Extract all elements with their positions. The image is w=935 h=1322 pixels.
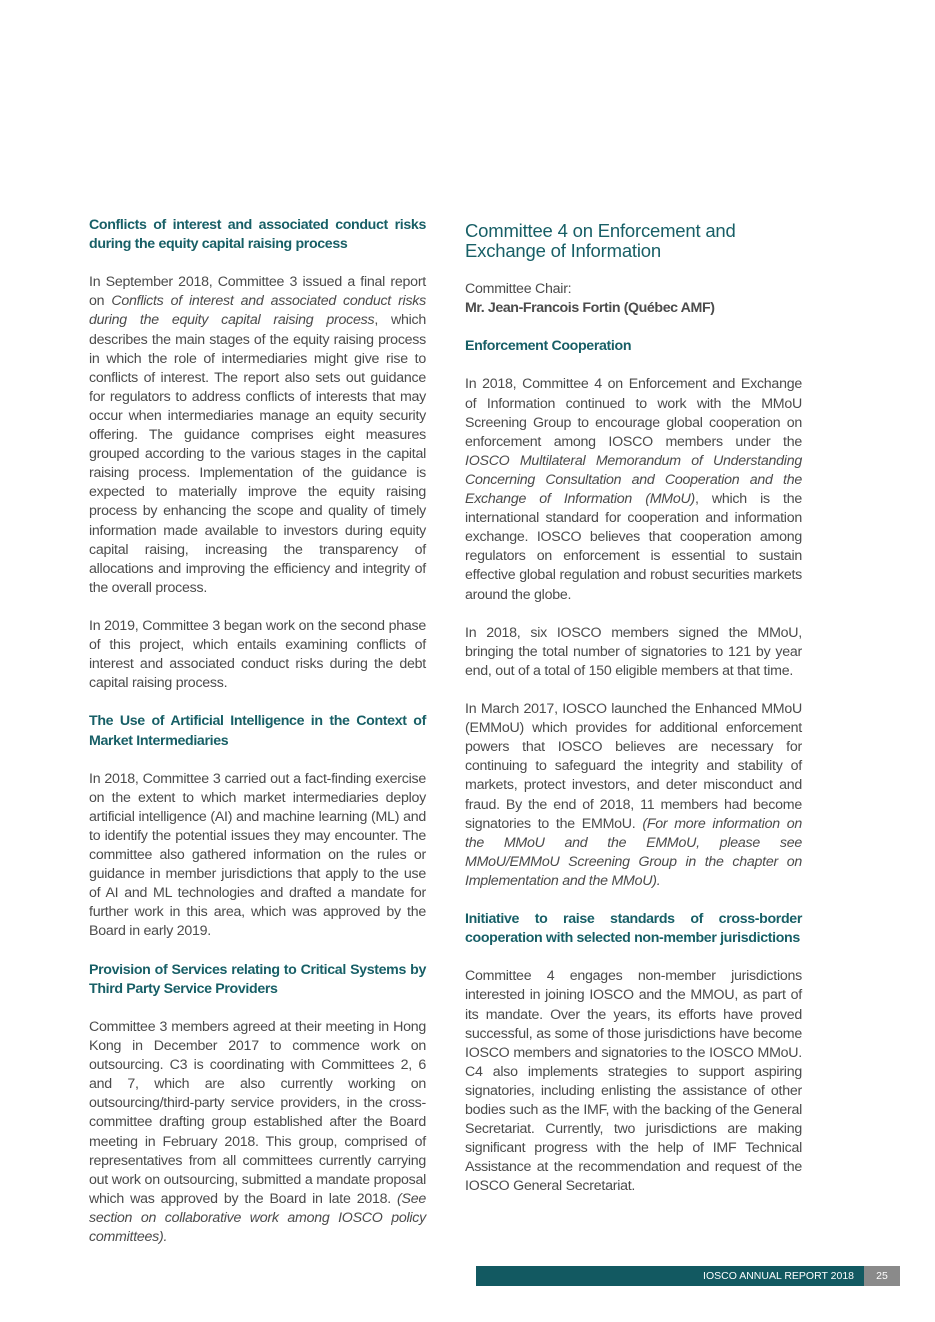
paragraph: Committee 4 engages non-member jurisdictions interested in joining IOSCO and the MMOU, as part of its mandate. Over the years, its efforts have proved successful, as some of those jurisdictions have become IOSCO members and signatories to the IOSCO MMoU. C4 also implements strategies to support aspiring signatories, including enlisting the assistance of other bodies such as the IMF, with the backing of the General Secretariat. Currently, two jurisdictions are making significant progress with the help of IMF Technical Assistance at the recommendation and request of the IOSCO General Secretariat. bbox=[465, 968, 802, 1195]
text-run: Committee 3 members agreed at their meeting in Hong Kong in December 2017 to commence work on outsourcing. C3 is coordinating with Committees 2, 6 and 7, which are also currently working on outsourcing/third-party service providers, in the cross-committee drafting group established after the Board meeting in February 2018. This group, comprised of representatives from all committees currently carrying out work on outsourcing, submitted a mandate proposal which was approved by the Board in late 2018. bbox=[89, 1018, 426, 1207]
text-run: In September 2018, Committee 3 issued a final report on bbox=[89, 274, 426, 310]
mmou-title-italic: IOSCO Multilateral Memorandum of Understanding Concerning Consultation and Cooperation and the Exchange of Information (MMoU) bbox=[465, 452, 802, 508]
right-column bbox=[465, 216, 802, 1216]
page-footer bbox=[476, 1266, 900, 1286]
section-heading-conflicts-of-interest: Conflicts of interest and associated conduct risks during the equity capital raising process bbox=[89, 217, 426, 253]
left-column bbox=[89, 216, 426, 1266]
section-heading-artificial-intelligence: The Use of Artificial Intelligence in the Context of Market Intermediaries bbox=[89, 713, 426, 749]
cross-reference-italic: (See section on collaborative work among IOSCO policy committees). bbox=[89, 1190, 426, 1245]
section-heading-third-party-service-providers: Provision of Services relating to Critical Systems by Third Party Service Providers bbox=[89, 961, 426, 997]
text-run: In 2018, Committee 4 on Enforcement and Exchange of Information continued to work with the MMoU Screening Group to encourage global cooperation on enforcement among IOSCO members under the bbox=[465, 376, 802, 450]
paragraph: In 2019, Committee 3 began work on the second phase of this project, which entails examining conflicts of interest and associated conduct risks during the debt capital raising process. bbox=[89, 617, 426, 692]
cross-reference-italic: (For more information on the MMoU and the EMMoU, please see MMoU/EMMoU Screening Group in the chapter on Implementation and the MMoU). bbox=[465, 815, 803, 889]
paragraph bbox=[465, 700, 802, 891]
page-number: 25 bbox=[864, 1266, 900, 1286]
chair-label: Committee Chair: bbox=[465, 281, 572, 297]
section-heading-enforcement-cooperation: Enforcement Cooperation bbox=[465, 338, 632, 355]
chair-name: Mr. Jean-Francois Fortin (Québec AMF) bbox=[465, 300, 715, 317]
text-run: , which is the international standard for cooperation and information exchange. IOSCO believes that cooperation among regulators on enforcement is essential to sustain effective global regulation and robust securities markets around the globe. bbox=[465, 491, 802, 603]
paragraph bbox=[465, 375, 802, 604]
section-heading-cross-border-cooperation: Initiative to raise standards of cross-border cooperation with selected non-member jurisdictions bbox=[465, 911, 802, 947]
paragraph bbox=[89, 1018, 426, 1247]
paragraph bbox=[89, 273, 426, 598]
report-title-italic: Conflicts of interest and associated conduct risks during the equity capital raising process bbox=[89, 293, 426, 329]
text-run: , which describes the main stages of the equity raising process in which the role of intermediaries might give rise to conflicts of interest. The report also sets out guidance for regulators to address conflicts of interests that may occur when intermediaries manage an equity security offering. The guidance comprises eight measures grouped according to the various stages in the capital raising process. Implementation of the guidance is expected to materially improve the equity raising process by enhancing the scope and quality of timely information made available to investors during equity capital raising, increasing the transparency of allocations and improving the efficiency and integrity of the overall process. bbox=[89, 312, 427, 596]
paragraph: In 2018, six IOSCO members signed the MMoU, bringing the total number of signatories to 121 by year end, out of a total of 150 eligible members at that time. bbox=[465, 624, 802, 679]
footer-report-title: IOSCO ANNUAL REPORT 2018 bbox=[476, 1266, 864, 1286]
text-run: In March 2017, IOSCO launched the Enhanced MMoU (EMMoU) which provides for additional enforcement powers that IOSCO believes are necessary for continuing to safeguard the integrity and stability of markets, protect investors, and deter misconduct and fraud. By the end of 2018, 11 members had become signatories to the EMMoU. bbox=[465, 701, 802, 832]
paragraph: In 2018, Committee 3 carried out a fact-finding exercise on the extent to which market intermediaries deploy artificial intelligence (AI) and machine learning (ML) and to identify the potential issues they may encounter. The committee also gathered information on the rules or guidance in member jurisdictions that apply to the use of AI and ML technologies and drafted a mandate for further work in this area, which was approved by the Board in early 2019. bbox=[89, 770, 426, 940]
committee-title: Committee 4 on Enforcement and Exchange of Information bbox=[465, 220, 736, 261]
